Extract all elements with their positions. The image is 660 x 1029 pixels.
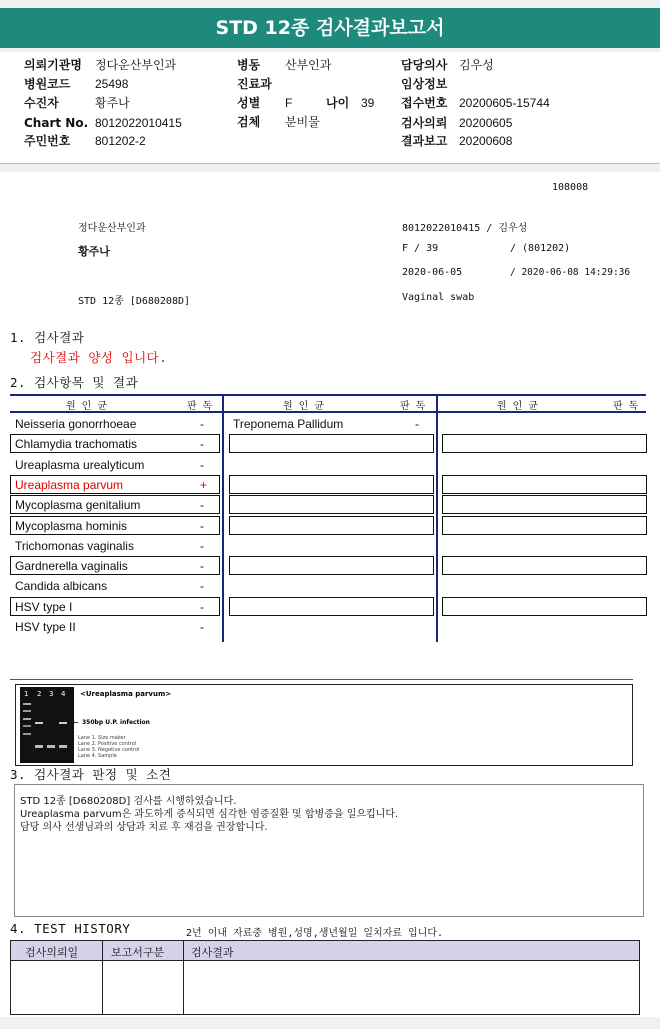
empty-result-box [229, 475, 434, 494]
pathogen-name: Mycoplasma genitalium [15, 498, 141, 513]
pathogen-result: - [415, 417, 419, 431]
rrn-label: 주민번호 [24, 134, 71, 148]
pathogen-result: - [200, 559, 204, 574]
code-label: 병원코드 [24, 77, 71, 91]
pathogen-result: - [200, 498, 204, 513]
age-label: 나이 [326, 96, 350, 110]
pathogen-name: Neisseria gonorrhoeae [15, 417, 137, 431]
report-id: 108008 [552, 182, 589, 193]
history-table [10, 940, 640, 1015]
gel-lane-number: 1 [24, 690, 29, 698]
pathogen-result: - [200, 538, 204, 553]
report-patient: 황주나 [78, 245, 110, 258]
ward-label: 병동 [237, 58, 261, 72]
column-divider [436, 394, 438, 642]
report-birth: / (801202) [510, 243, 571, 254]
pathogen-name: Treponema Pallidum [233, 417, 344, 431]
gel-lane-number: 4 [61, 690, 66, 698]
doctor-value: 김우성 [459, 58, 494, 72]
rrn-value: 801202-2 [95, 134, 146, 148]
empty-result-box [229, 495, 434, 514]
reception-value: 20200605-15744 [459, 96, 550, 110]
report-chart-doctor: 8012022010415 / 김우성 [402, 223, 528, 234]
hospital-label: 의뢰기관명 [24, 58, 82, 72]
history-col-divider [102, 941, 103, 1014]
empty-result-box [442, 475, 647, 494]
pathogen-name: HSV type II [15, 620, 76, 634]
pathogen-name: Candida albicans [15, 579, 108, 594]
pathogen-result: - [200, 457, 204, 472]
gel-caption: <Ureaplasma parvum> [80, 690, 172, 698]
report-test-name: STD 12종 [D680208D] [78, 296, 191, 307]
ward-value: 산부인과 [285, 58, 332, 72]
reception-label: 접수번호 [401, 96, 448, 110]
comment-box [14, 784, 644, 917]
report-datetime: / 2020-06-08 14:29:36 [510, 267, 631, 278]
specimen-value: 분비물 [285, 115, 320, 129]
hospital-value: 정다운산부인과 [95, 58, 177, 72]
divider-line [10, 679, 633, 680]
col-pathogen-header: 원 인 균 [66, 401, 108, 412]
history-header-row [11, 941, 639, 961]
gel-arrow-icon: ← [72, 718, 79, 727]
empty-result-box [229, 597, 434, 616]
gel-legend-item: Lane 1. Size maker [78, 735, 126, 741]
gel-band-label: 350bp U.P. infection [82, 719, 150, 726]
empty-result-box [229, 556, 434, 575]
comment-line: Ureaplasma parvum은 과도하게 증식되면 심각한 염증질환 및 합병증을 일으킵니다. [20, 809, 399, 820]
sex-label: 성별 [237, 96, 261, 110]
history-col-result: 검사결과 [191, 946, 234, 959]
pathogen-name: Gardnerella vaginalis [15, 559, 128, 574]
table-top-line [10, 394, 646, 396]
col-pathogen-header: 원 인 균 [497, 401, 539, 412]
result-summary: 검사결과 양성 입니다. [30, 350, 168, 365]
report-body [0, 172, 660, 1017]
report-sex-age: F / 39 [402, 243, 439, 254]
patient-info-panel [0, 52, 660, 164]
dept-label: 진료과 [237, 77, 272, 91]
pathogen-result: - [200, 417, 204, 431]
clinical-label: 임상정보 [401, 77, 448, 91]
request-value: 20200605 [459, 116, 513, 130]
patient-value: 황주나 [95, 96, 130, 110]
gel-lane-number: 2 [37, 690, 42, 698]
col-judge-header: 판 독 [613, 401, 639, 412]
comment-line: 담당 의사 선생님과의 상담과 치료 후 재검을 권장합니다. [20, 822, 268, 833]
report-title: STD 12종 검사결과보고서 [0, 8, 660, 48]
empty-result-box [442, 495, 647, 514]
age-value: 39 [361, 96, 375, 110]
column-divider [222, 394, 224, 642]
specimen-label: 검체 [237, 115, 261, 129]
pathogen-name: Trichomonas vaginalis [15, 538, 134, 553]
gel-image-frame [15, 684, 633, 766]
empty-result-box [229, 434, 434, 453]
empty-result-box [442, 597, 647, 616]
section3-heading: 3. 검사결과 판정 및 소견 [10, 767, 172, 782]
comment-line: STD 12종 [D680208D] 검사를 시행하였습니다. [20, 796, 237, 807]
gel-legend-item: Lane 4. Sample [78, 753, 117, 759]
pathogen-name: Mycoplasma hominis [15, 518, 128, 533]
patient-label: 수진자 [24, 96, 59, 110]
doctor-label: 담당의사 [401, 58, 448, 72]
empty-result-box [442, 516, 647, 535]
history-col-divider [183, 941, 184, 1014]
gel-electrophoresis-image [16, 685, 632, 765]
report-specimen: Vaginal swab [402, 292, 475, 303]
col-pathogen-header: 원 인 균 [283, 401, 325, 412]
col-judge-header: 판 독 [400, 401, 426, 412]
pathogen-name: Chlamydia trachomatis [15, 437, 138, 452]
gel-legend-item: Lane 2. Positive control [78, 741, 137, 747]
gel-legend-item: Lane 3. Negative control [78, 747, 140, 753]
section1-heading: 1. 검사결과 [10, 330, 85, 345]
report-request-date: 2020-06-05 [402, 267, 463, 278]
pathogen-result: - [200, 599, 204, 614]
history-col-request-date: 검사의뢰일 [25, 946, 79, 959]
pathogen-result: - [200, 620, 204, 634]
section4-heading: 4. TEST HISTORY [10, 921, 131, 936]
pathogen-result: - [200, 579, 204, 594]
pathogen-name: Ureaplasma urealyticum [15, 457, 145, 472]
empty-result-box [442, 434, 647, 453]
chart-value: 8012022010415 [95, 116, 182, 130]
pathogen-result: + [200, 477, 208, 492]
history-note: 2년 이내 자료중 병원,성명,생년월일 일치자료 입니다. [186, 928, 444, 939]
sex-value: F [285, 96, 293, 110]
section2-heading: 2. 검사항목 및 결과 [10, 375, 139, 390]
request-label: 검사의뢰 [401, 116, 448, 130]
report-date-value: 20200608 [459, 134, 513, 148]
code-value: 25498 [95, 77, 129, 91]
empty-result-box [442, 556, 647, 575]
pathogen-name: HSV type I [15, 599, 73, 614]
report-date-label: 결과보고 [401, 134, 448, 148]
report-hospital: 정다운산부인과 [78, 223, 146, 234]
history-col-report-type: 보고서구분 [111, 946, 165, 959]
empty-result-box [229, 516, 434, 535]
gel-lane-number: 3 [49, 690, 54, 698]
pathogen-result: - [200, 518, 204, 533]
pathogen-result: - [200, 437, 204, 452]
chart-label: Chart No. [24, 116, 89, 130]
col-judge-header: 판 독 [187, 401, 213, 412]
pathogen-name: Ureaplasma parvum [15, 477, 124, 492]
